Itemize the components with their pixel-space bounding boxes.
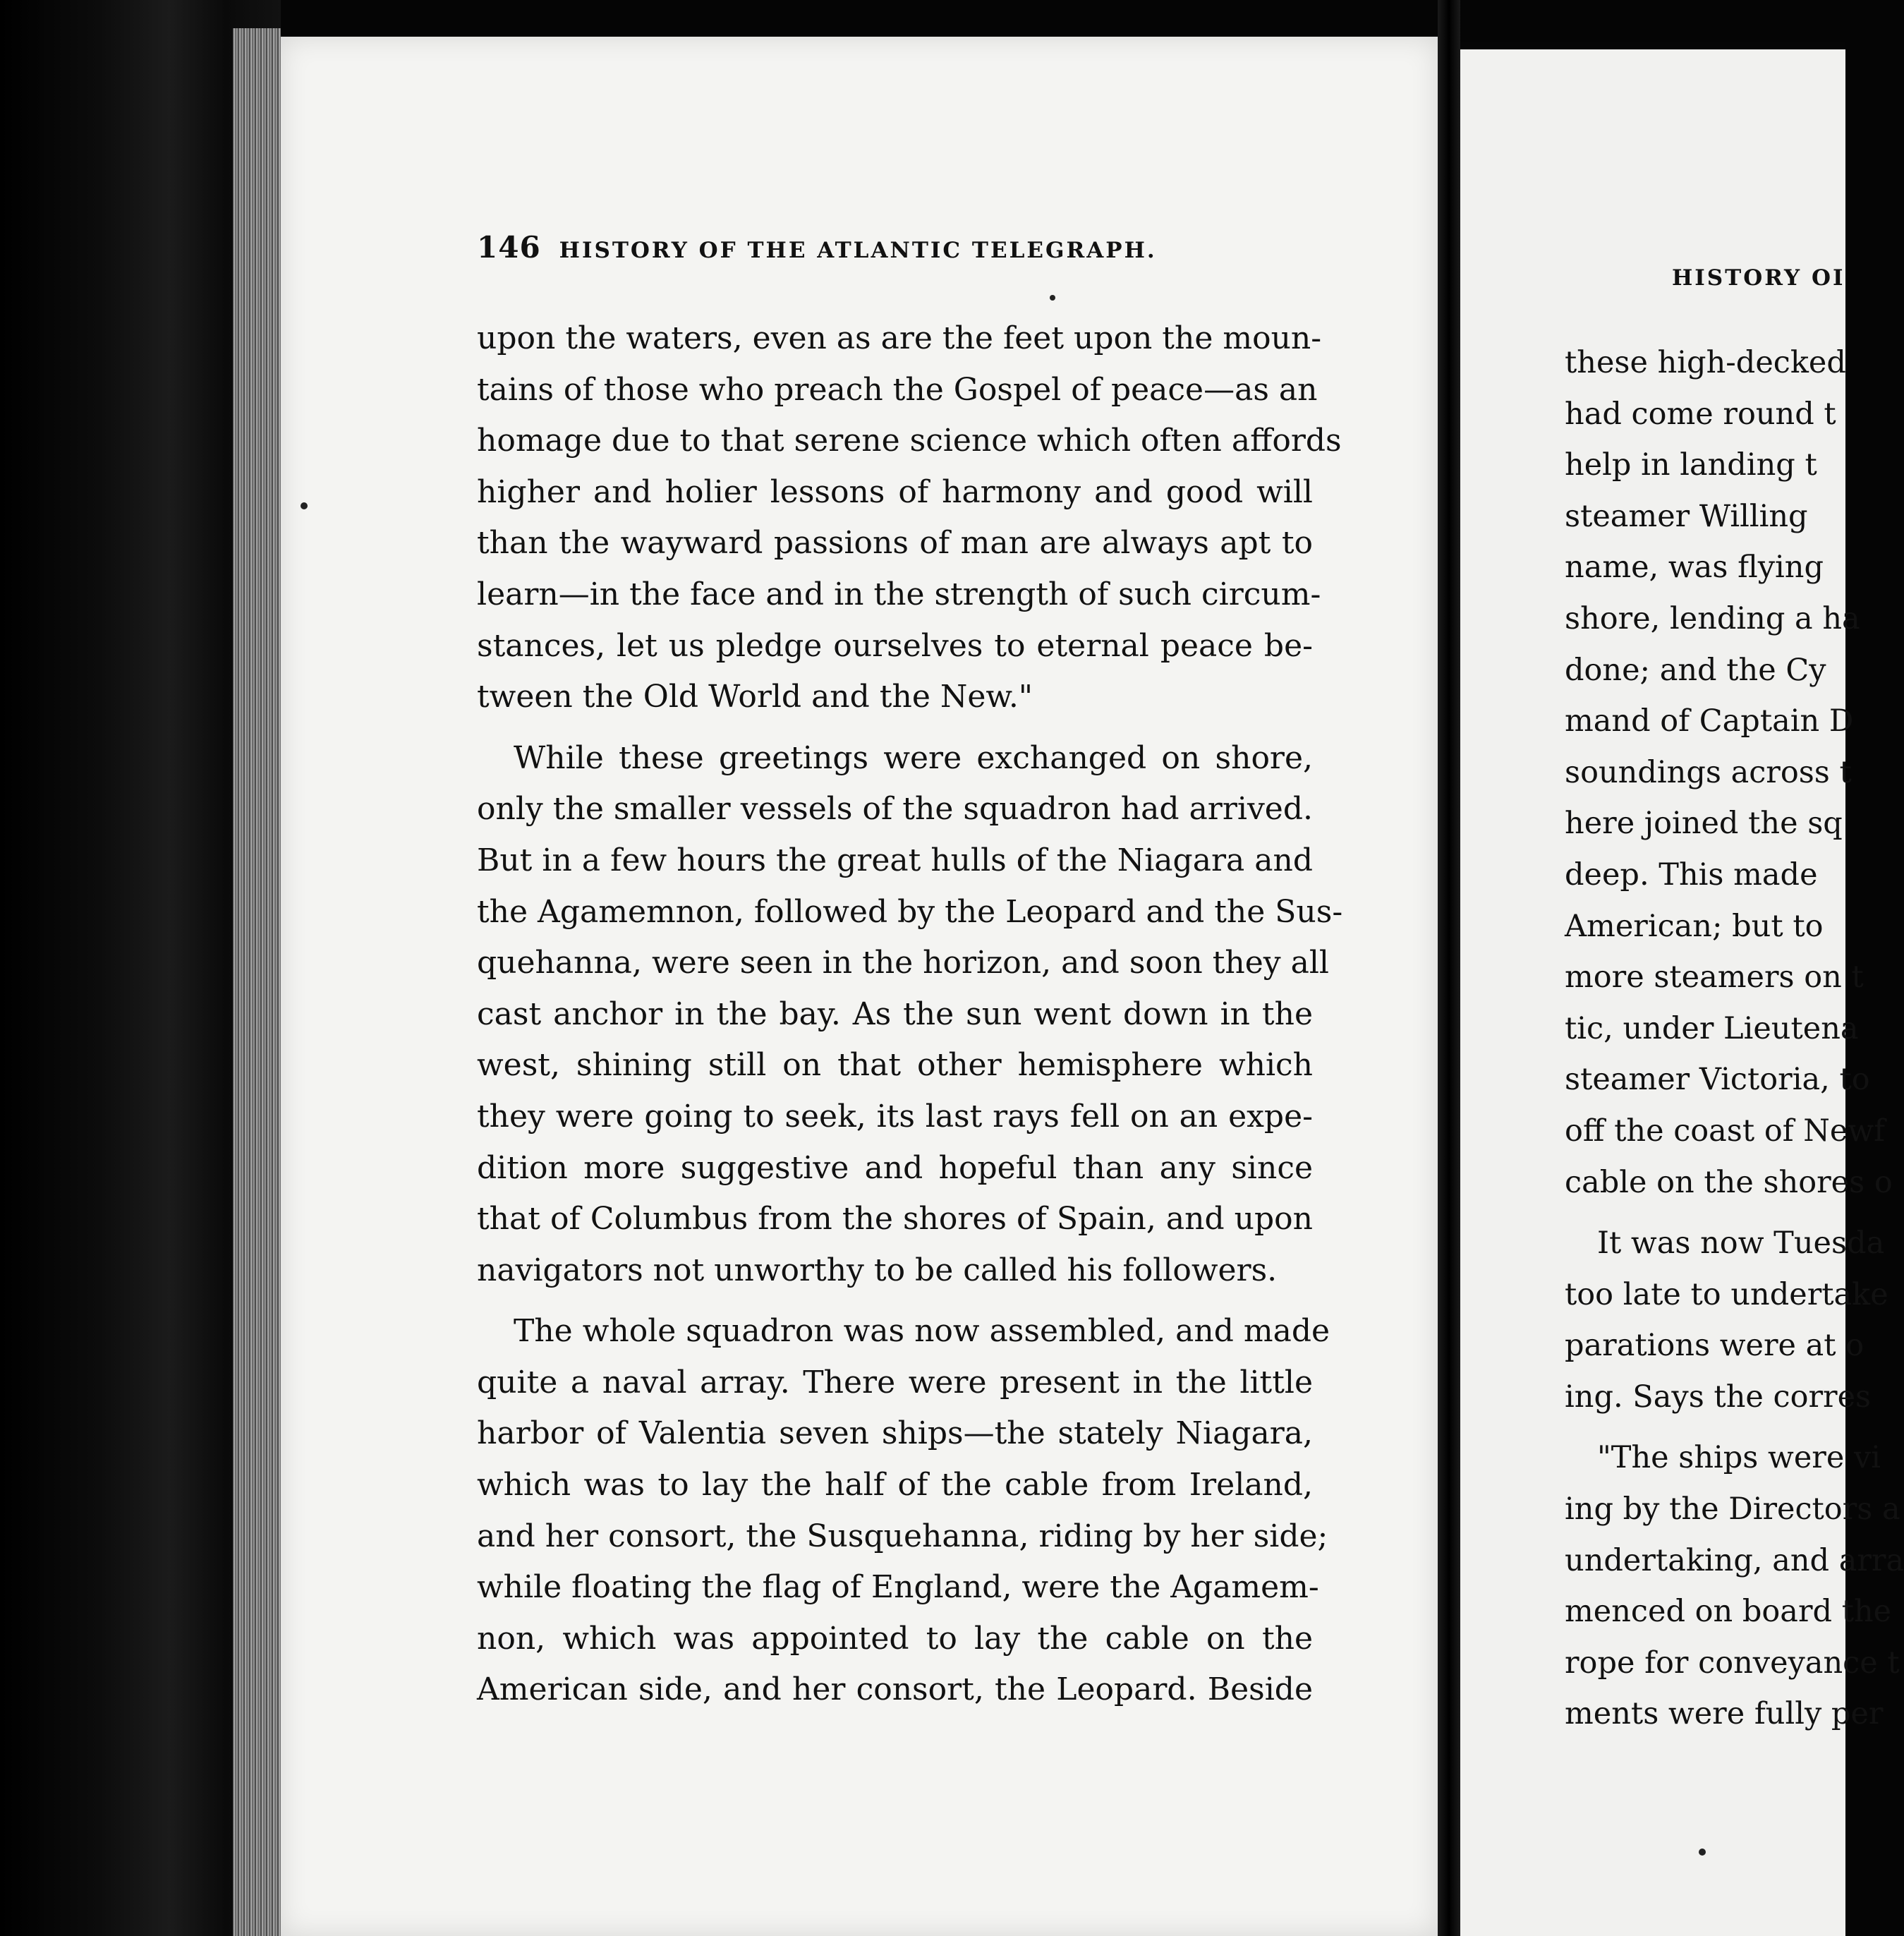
text-line: here joined the sq [1565, 806, 1843, 842]
text-line: had come round t [1565, 396, 1836, 432]
text-line: While these greetings were exchanged on shore, [514, 739, 1313, 776]
text-line: But in a few hours the great hulls of the Niagara and [477, 842, 1313, 878]
book-page-edges [233, 28, 282, 1936]
book-gutter [1438, 0, 1460, 1936]
text-line: ments were fully per [1565, 1696, 1884, 1732]
scan-speck [1050, 295, 1055, 301]
text-line: It was now Tuesda [1597, 1226, 1885, 1262]
text-line: non, which was appointed to lay the cable on the [477, 1620, 1313, 1657]
text-line: cable on the shores o [1565, 1164, 1893, 1200]
text-line: which was to lay the half of the cable from Ireland, [477, 1467, 1313, 1504]
text-line: undertaking, and arra [1565, 1542, 1904, 1578]
right-body-text [1565, 337, 1904, 1740]
text-line: too late to undertake [1565, 1276, 1888, 1312]
text-line: steamer Victoria, to [1565, 1062, 1870, 1098]
text-line: than the wayward passions of man are always apt to [477, 525, 1313, 562]
text-line: "The ships were vi [1597, 1440, 1881, 1476]
text-line: tic, under Lieutena [1565, 1010, 1859, 1046]
text-line: tains of those who preach the Gospel of peace—as an [477, 371, 1318, 408]
text-line: upon the waters, even as are the feet upon the moun- [477, 320, 1322, 356]
text-line: west, shining still on that other hemisphere which [477, 1047, 1313, 1084]
running-head [477, 230, 1225, 272]
text-line: name, was flying [1565, 550, 1824, 586]
text-line: learn—in the face and in the strength of such circum- [477, 576, 1321, 612]
text-line: tween the Old World and the New." [477, 679, 1033, 715]
text-line: while floating the flag of England, were the Agamem- [477, 1569, 1319, 1606]
paragraph-1 [477, 313, 1342, 723]
text-line: parations were at o [1565, 1328, 1864, 1364]
text-line: American; but to [1565, 908, 1824, 944]
top-dark-border [281, 0, 1845, 42]
text-line: menced on board the [1565, 1594, 1892, 1630]
text-line: ing by the Directors a [1565, 1492, 1900, 1527]
text-line: only the smaller vessels of the squadron had arrived. [477, 791, 1313, 828]
text-line: more steamers on t [1565, 960, 1864, 996]
text-line: The whole squadron was now assembled, and made [514, 1313, 1330, 1350]
text-line: they were going to seek, its last rays fell on an expe- [477, 1098, 1313, 1135]
text-line: homage due to that serene science which often affords [477, 423, 1342, 459]
text-line: higher and holier lessons of harmony and good will [477, 473, 1313, 510]
text-line: American side, and her consort, the Leopard. Beside [477, 1671, 1313, 1708]
paragraph-2 [477, 733, 1343, 1297]
text-line: steamer Willing [1565, 498, 1808, 534]
text-line: these high-decked [1565, 345, 1846, 380]
text-line: help in landing t [1565, 447, 1817, 483]
text-line: dition more suggestive and hopeful than any since [477, 1149, 1313, 1186]
body-text [477, 313, 1343, 1716]
text-line: off the coast of Newf [1565, 1113, 1886, 1149]
text-line: shore, lending a ha [1565, 600, 1860, 636]
right-running-head: HISTORY OI [1672, 265, 1845, 291]
text-line: mand of Captain D [1565, 703, 1854, 739]
text-line: harbor of Valentia seven ships—the stately Niagara, [477, 1415, 1313, 1452]
scan-speck [1699, 1849, 1706, 1856]
text-line: stances, let us pledge ourselves to eternal peace be- [477, 627, 1313, 664]
text-line: quehanna, were seen in the horizon, and soon they all [477, 945, 1329, 981]
text-line: deep. This made [1565, 857, 1818, 893]
running-title: HISTORY OF THE ATLANTIC TELEGRAPH. [559, 238, 1157, 263]
text-line: quite a naval array. There were present in the little [477, 1364, 1313, 1400]
text-line: rope for conveyance t [1565, 1645, 1900, 1681]
text-line: done; and the Cy [1565, 652, 1826, 688]
right-page [1460, 49, 1904, 1936]
text-line: cast anchor in the bay. As the sun went down in the [477, 996, 1313, 1032]
paragraph-3 [477, 1306, 1330, 1716]
page-number: 146 [477, 230, 541, 265]
scan-speck [301, 502, 308, 509]
text-line: the Agamemnon, followed by the Leopard and the Sus- [477, 893, 1343, 930]
text-line: that of Columbus from the shores of Spain, and upon [477, 1201, 1313, 1238]
text-line: ing. Says the corres [1565, 1379, 1872, 1415]
text-line: navigators not unworthy to be called his followers. [477, 1252, 1278, 1288]
text-line: soundings across t [1565, 754, 1852, 790]
text-line: and her consort, the Susquehanna, riding by her side; [477, 1518, 1328, 1554]
left-page [281, 37, 1438, 1936]
